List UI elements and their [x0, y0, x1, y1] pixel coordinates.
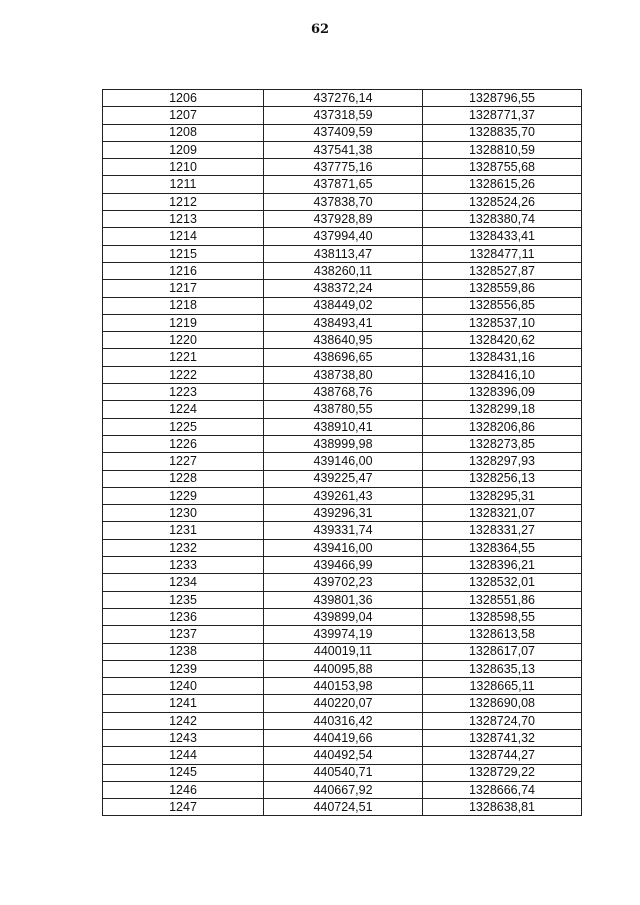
point-number-cell: 1231: [103, 522, 264, 539]
x-coordinate-cell: 437871,65: [264, 176, 423, 193]
point-number-cell: 1239: [103, 660, 264, 677]
point-number-cell: 1222: [103, 366, 264, 383]
x-coordinate-cell: 440540,71: [264, 764, 423, 781]
table-row: [103, 539, 582, 556]
table-row: [103, 660, 582, 677]
table-row: [103, 435, 582, 452]
y-coordinate-cell: 1328433,41: [423, 228, 582, 245]
x-coordinate-cell: 439146,00: [264, 453, 423, 470]
coordinates-table: [102, 89, 582, 816]
y-coordinate-cell: 1328416,10: [423, 366, 582, 383]
y-coordinate-cell: 1328331,27: [423, 522, 582, 539]
table-row: [103, 349, 582, 366]
point-number-cell: 1230: [103, 505, 264, 522]
y-coordinate-cell: 1328273,85: [423, 435, 582, 452]
table-row: [103, 781, 582, 798]
point-number-cell: 1246: [103, 781, 264, 798]
point-number-cell: 1242: [103, 712, 264, 729]
y-coordinate-cell: 1328299,18: [423, 401, 582, 418]
x-coordinate-cell: 439261,43: [264, 487, 423, 504]
y-coordinate-cell: 1328527,87: [423, 262, 582, 279]
point-number-cell: 1232: [103, 539, 264, 556]
y-coordinate-cell: 1328729,22: [423, 764, 582, 781]
x-coordinate-cell: 437928,89: [264, 211, 423, 228]
y-coordinate-cell: 1328420,62: [423, 332, 582, 349]
table-row: [103, 90, 582, 107]
y-coordinate-cell: 1328524,26: [423, 193, 582, 210]
x-coordinate-cell: 439296,31: [264, 505, 423, 522]
y-coordinate-cell: 1328559,86: [423, 280, 582, 297]
x-coordinate-cell: 438768,76: [264, 384, 423, 401]
x-coordinate-cell: 439466,99: [264, 557, 423, 574]
point-number-cell: 1216: [103, 262, 264, 279]
y-coordinate-cell: 1328690,08: [423, 695, 582, 712]
y-coordinate-cell: 1328835,70: [423, 124, 582, 141]
y-coordinate-cell: 1328613,58: [423, 626, 582, 643]
table-row: [103, 591, 582, 608]
x-coordinate-cell: 439801,36: [264, 591, 423, 608]
y-coordinate-cell: 1328364,55: [423, 539, 582, 556]
x-coordinate-cell: 439899,04: [264, 608, 423, 625]
x-coordinate-cell: 438640,95: [264, 332, 423, 349]
x-coordinate-cell: 438113,47: [264, 245, 423, 262]
x-coordinate-cell: 438780,55: [264, 401, 423, 418]
x-coordinate-cell: 440220,07: [264, 695, 423, 712]
x-coordinate-cell: 438696,65: [264, 349, 423, 366]
table-row: [103, 297, 582, 314]
x-coordinate-cell: 440316,42: [264, 712, 423, 729]
point-number-cell: 1206: [103, 90, 264, 107]
y-coordinate-cell: 1328810,59: [423, 141, 582, 158]
table-row: [103, 245, 582, 262]
table-row: [103, 678, 582, 695]
table-row: [103, 522, 582, 539]
y-coordinate-cell: 1328744,27: [423, 747, 582, 764]
table-row: [103, 470, 582, 487]
x-coordinate-cell: 440095,88: [264, 660, 423, 677]
y-coordinate-cell: 1328532,01: [423, 574, 582, 591]
point-number-cell: 1221: [103, 349, 264, 366]
y-coordinate-cell: 1328256,13: [423, 470, 582, 487]
table-row: [103, 314, 582, 331]
y-coordinate-cell: 1328598,55: [423, 608, 582, 625]
point-number-cell: 1234: [103, 574, 264, 591]
table-row: [103, 574, 582, 591]
table-row: [103, 366, 582, 383]
point-number-cell: 1210: [103, 159, 264, 176]
table-row: [103, 626, 582, 643]
point-number-cell: 1213: [103, 211, 264, 228]
point-number-cell: 1240: [103, 678, 264, 695]
y-coordinate-cell: 1328724,70: [423, 712, 582, 729]
table-row: [103, 193, 582, 210]
point-number-cell: 1208: [103, 124, 264, 141]
y-coordinate-cell: 1328321,07: [423, 505, 582, 522]
table-body: [103, 90, 582, 816]
x-coordinate-cell: 437775,16: [264, 159, 423, 176]
y-coordinate-cell: 1328556,85: [423, 297, 582, 314]
point-number-cell: 1243: [103, 729, 264, 746]
x-coordinate-cell: 438738,80: [264, 366, 423, 383]
y-coordinate-cell: 1328477,11: [423, 245, 582, 262]
y-coordinate-cell: 1328638,81: [423, 799, 582, 816]
y-coordinate-cell: 1328741,32: [423, 729, 582, 746]
x-coordinate-cell: 437318,59: [264, 107, 423, 124]
x-coordinate-cell: 439331,74: [264, 522, 423, 539]
x-coordinate-cell: 440724,51: [264, 799, 423, 816]
point-number-cell: 1229: [103, 487, 264, 504]
point-number-cell: 1214: [103, 228, 264, 245]
y-coordinate-cell: 1328537,10: [423, 314, 582, 331]
x-coordinate-cell: 440419,66: [264, 729, 423, 746]
point-number-cell: 1235: [103, 591, 264, 608]
table-row: [103, 228, 582, 245]
x-coordinate-cell: 438372,24: [264, 280, 423, 297]
point-number-cell: 1207: [103, 107, 264, 124]
point-number-cell: 1247: [103, 799, 264, 816]
table-row: [103, 176, 582, 193]
point-number-cell: 1209: [103, 141, 264, 158]
table-row: [103, 799, 582, 816]
y-coordinate-cell: 1328617,07: [423, 643, 582, 660]
x-coordinate-cell: 440492,54: [264, 747, 423, 764]
y-coordinate-cell: 1328551,86: [423, 591, 582, 608]
table-row: [103, 401, 582, 418]
x-coordinate-cell: 438493,41: [264, 314, 423, 331]
table-row: [103, 764, 582, 781]
y-coordinate-cell: 1328635,13: [423, 660, 582, 677]
x-coordinate-cell: 437276,14: [264, 90, 423, 107]
table-row: [103, 643, 582, 660]
point-number-cell: 1218: [103, 297, 264, 314]
y-coordinate-cell: 1328396,21: [423, 557, 582, 574]
y-coordinate-cell: 1328755,68: [423, 159, 582, 176]
x-coordinate-cell: 439702,23: [264, 574, 423, 591]
point-number-cell: 1228: [103, 470, 264, 487]
x-coordinate-cell: 440019,11: [264, 643, 423, 660]
table-row: [103, 608, 582, 625]
point-number-cell: 1244: [103, 747, 264, 764]
point-number-cell: 1215: [103, 245, 264, 262]
x-coordinate-cell: 438449,02: [264, 297, 423, 314]
table-row: [103, 487, 582, 504]
point-number-cell: 1237: [103, 626, 264, 643]
point-number-cell: 1245: [103, 764, 264, 781]
table-row: [103, 505, 582, 522]
table-row: [103, 557, 582, 574]
table-row: [103, 280, 582, 297]
table-row: [103, 695, 582, 712]
x-coordinate-cell: 439974,19: [264, 626, 423, 643]
y-coordinate-cell: 1328665,11: [423, 678, 582, 695]
x-coordinate-cell: 438910,41: [264, 418, 423, 435]
y-coordinate-cell: 1328615,26: [423, 176, 582, 193]
x-coordinate-cell: 437541,38: [264, 141, 423, 158]
point-number-cell: 1226: [103, 435, 264, 452]
y-coordinate-cell: 1328396,09: [423, 384, 582, 401]
point-number-cell: 1220: [103, 332, 264, 349]
point-number-cell: 1225: [103, 418, 264, 435]
table-row: [103, 107, 582, 124]
x-coordinate-cell: 440667,92: [264, 781, 423, 798]
point-number-cell: 1241: [103, 695, 264, 712]
x-coordinate-cell: 439416,00: [264, 539, 423, 556]
point-number-cell: 1217: [103, 280, 264, 297]
point-number-cell: 1212: [103, 193, 264, 210]
point-number-cell: 1233: [103, 557, 264, 574]
table-row: [103, 384, 582, 401]
table-row: [103, 141, 582, 158]
x-coordinate-cell: 437409,59: [264, 124, 423, 141]
y-coordinate-cell: 1328380,74: [423, 211, 582, 228]
x-coordinate-cell: 438999,98: [264, 435, 423, 452]
y-coordinate-cell: 1328666,74: [423, 781, 582, 798]
table-row: [103, 124, 582, 141]
table-row: [103, 262, 582, 279]
point-number-cell: 1238: [103, 643, 264, 660]
x-coordinate-cell: 439225,47: [264, 470, 423, 487]
y-coordinate-cell: 1328771,37: [423, 107, 582, 124]
point-number-cell: 1211: [103, 176, 264, 193]
point-number-cell: 1219: [103, 314, 264, 331]
page-number: 62: [310, 22, 330, 37]
table-row: [103, 729, 582, 746]
point-number-cell: 1227: [103, 453, 264, 470]
table-row: [103, 211, 582, 228]
x-coordinate-cell: 438260,11: [264, 262, 423, 279]
y-coordinate-cell: 1328295,31: [423, 487, 582, 504]
x-coordinate-cell: 437994,40: [264, 228, 423, 245]
y-coordinate-cell: 1328206,86: [423, 418, 582, 435]
y-coordinate-cell: 1328796,55: [423, 90, 582, 107]
point-number-cell: 1224: [103, 401, 264, 418]
table-row: [103, 418, 582, 435]
table-row: [103, 453, 582, 470]
point-number-cell: 1236: [103, 608, 264, 625]
y-coordinate-cell: 1328297,93: [423, 453, 582, 470]
table-row: [103, 159, 582, 176]
table-row: [103, 332, 582, 349]
x-coordinate-cell: 440153,98: [264, 678, 423, 695]
point-number-cell: 1223: [103, 384, 264, 401]
y-coordinate-cell: 1328431,16: [423, 349, 582, 366]
x-coordinate-cell: 437838,70: [264, 193, 423, 210]
table-row: [103, 747, 582, 764]
table-row: [103, 712, 582, 729]
